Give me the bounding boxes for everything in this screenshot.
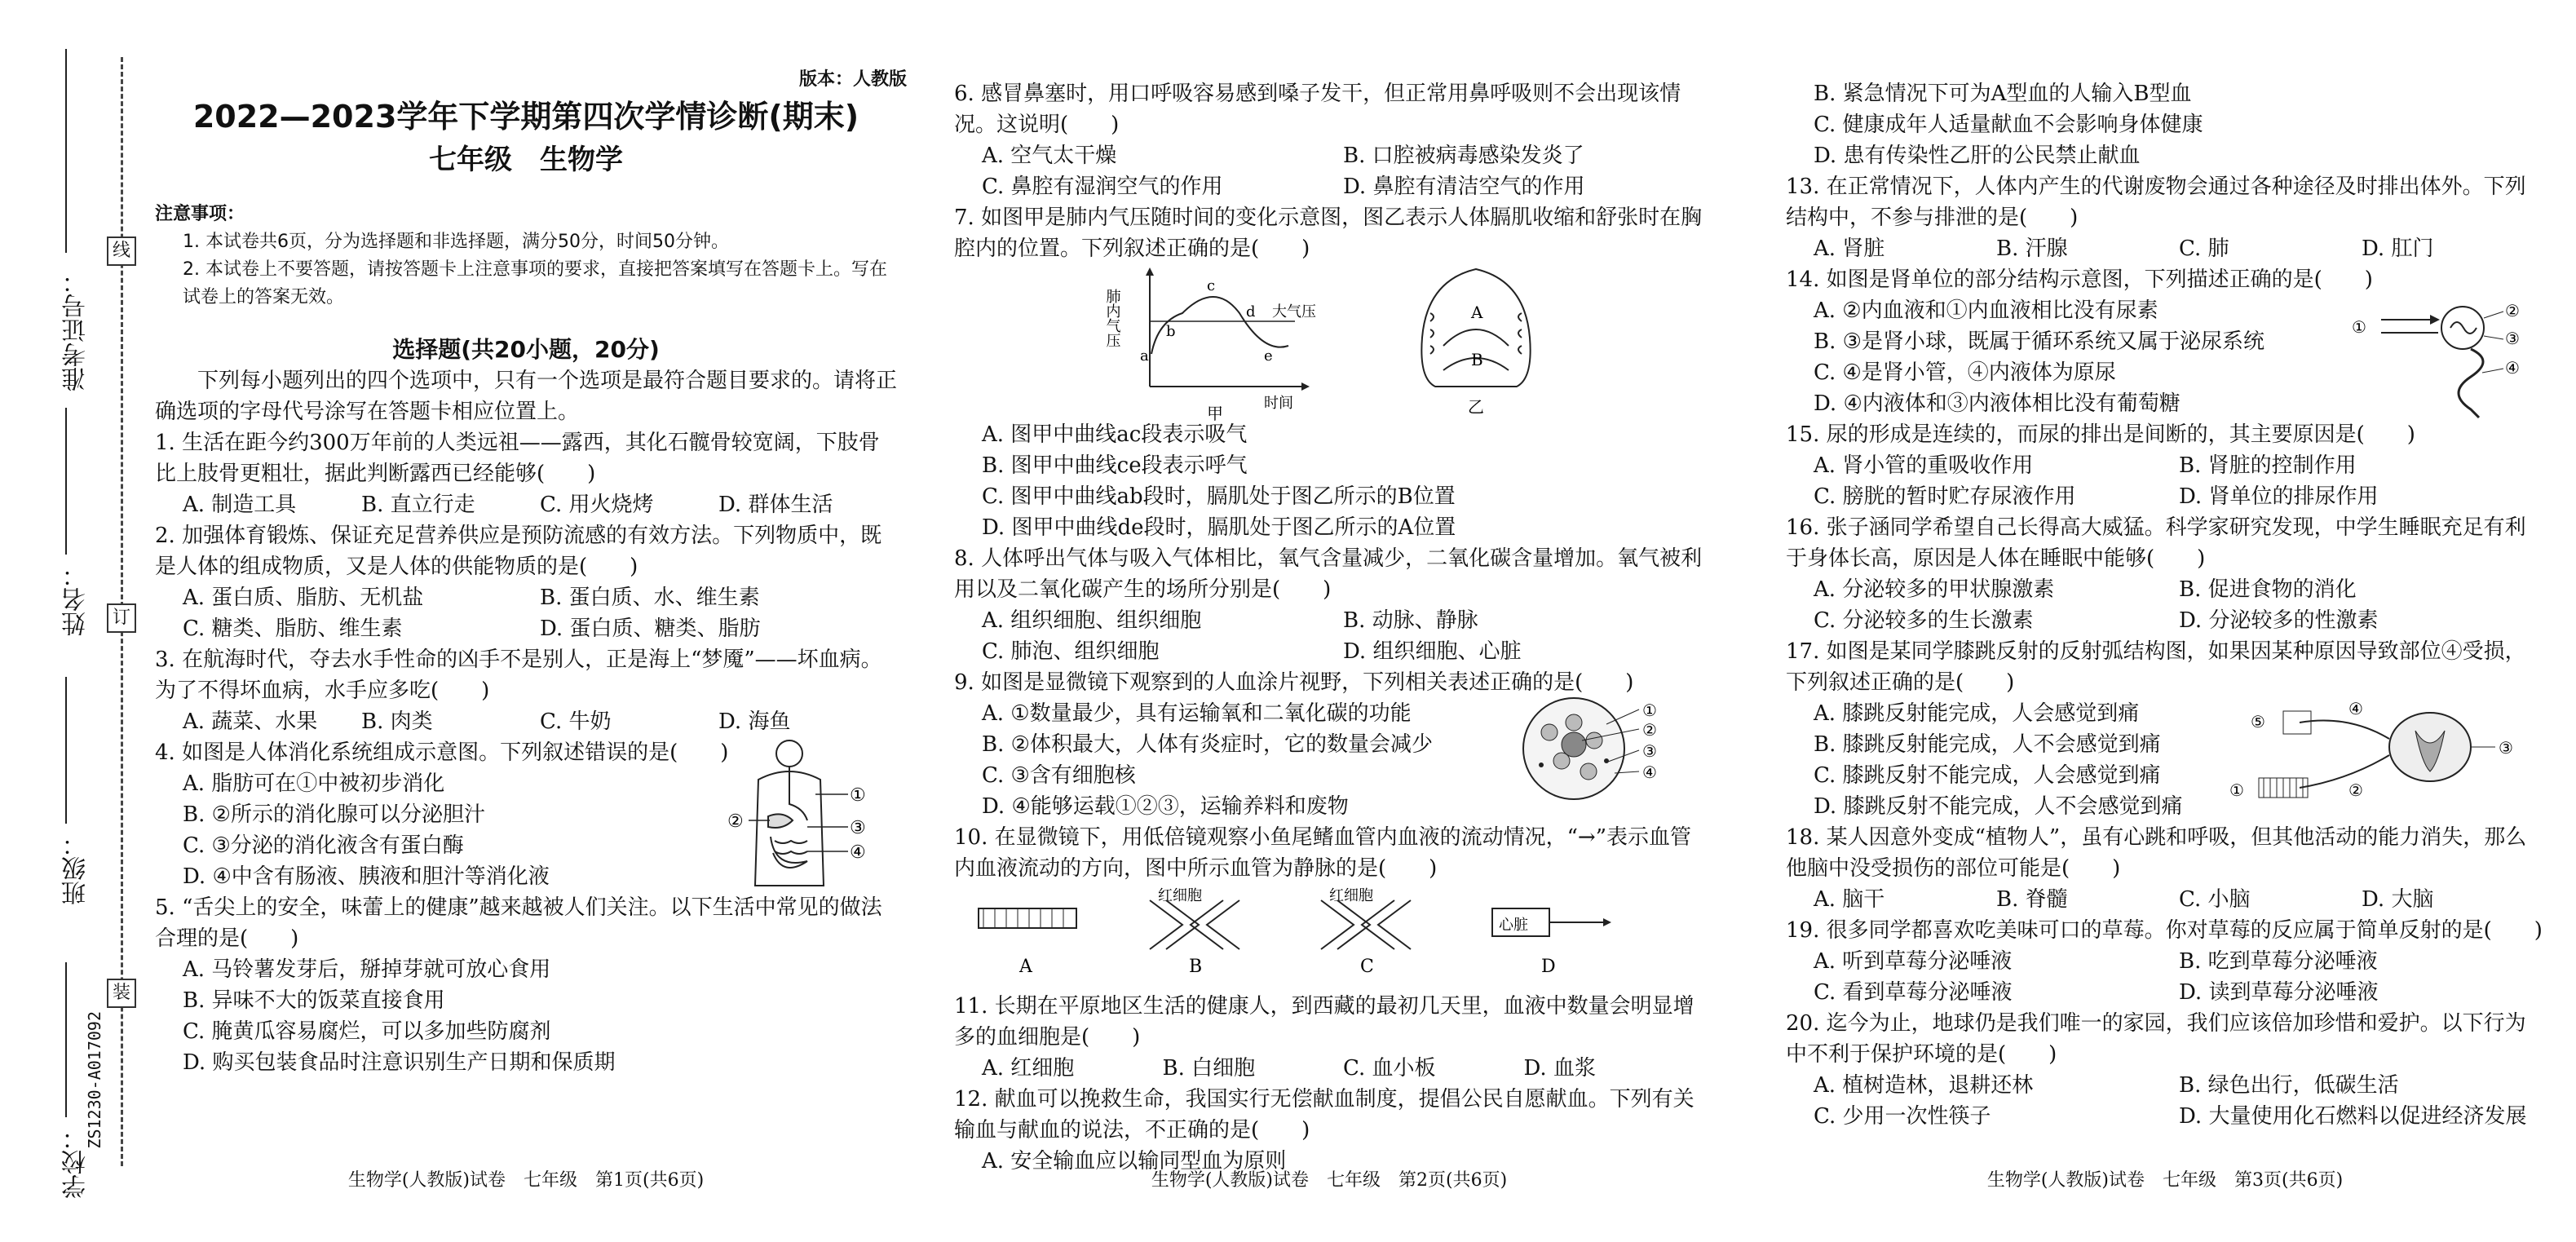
exam-subtitle: 七年级 生物学 xyxy=(429,144,623,176)
q7-figures xyxy=(954,264,1704,423)
notes xyxy=(155,201,897,312)
nephron-label-2: ② xyxy=(2505,301,2520,320)
label-4: ④ xyxy=(850,842,866,863)
q19-options xyxy=(1786,946,2544,1008)
q15-option-d: D. 肾单位的排尿作用 xyxy=(2179,484,2379,509)
q18-options xyxy=(1786,884,2544,915)
vessel-c-rbc: 红细胞 xyxy=(1329,887,1373,904)
vessel-a xyxy=(979,908,1076,977)
q7-option-c: C. 图甲中曲线ab段时，膈肌处于图乙所示的B位置 xyxy=(982,484,1456,509)
q17-option-c: C. 膝跳反射不能完成，人会感觉到痛 xyxy=(1814,763,2161,788)
q15-options xyxy=(1786,450,2544,512)
exam-no-label: 准考证号： xyxy=(62,269,91,391)
page-3 xyxy=(1786,78,2544,1132)
question-12: 12. 献血可以挽救生命，我国实行无偿献血制度，提倡公民自愿献血。下列有关输血与献血的说法，不正确的是( ) xyxy=(954,1087,1695,1143)
edition-label: 版本：人教版 xyxy=(799,69,908,90)
graph-caption: 甲 xyxy=(1207,404,1223,423)
question-1: 1. 生活在距今约300万年前的人类远祖——露西，其化石髋骨较宽阔，下肢骨比上肢骨更粗壮，据此判断露西已经能够( ) xyxy=(155,431,880,486)
notes-heading: 注意事项： xyxy=(155,204,245,224)
q16-option-c: C. 分泌较多的生长激素 xyxy=(1814,608,2034,633)
binding-strip xyxy=(0,0,139,1242)
q8-options xyxy=(954,605,1704,667)
page-1-footer: 生物学(人教版)试卷 七年级 第1页(共6页) xyxy=(347,1170,705,1191)
mark-zhuang: 装 xyxy=(107,979,136,1008)
question-17: 17. 如图是某同学膝跳反射的反射弧结构图，如果因某种原因导致部位④受损，下列叙述正确的是( ) xyxy=(1786,639,2526,695)
q17-option-a: A. 膝跳反射能完成，人会感觉到痛 xyxy=(1814,701,2140,726)
q19-option-d: D. 读到草莓分泌唾液 xyxy=(2179,980,2379,1005)
q6-option-c: C. 鼻腔有湿润空气的作用 xyxy=(982,175,1223,199)
label-3: ③ xyxy=(850,818,866,838)
q16-option-a: A. 分泌较多的甲状腺激素 xyxy=(1814,577,2055,602)
q13-options xyxy=(1786,233,2544,264)
q1-options xyxy=(155,489,897,520)
q3-options xyxy=(155,706,897,737)
vessel-b-label: B xyxy=(1189,957,1203,977)
school-label: 学校： xyxy=(62,1125,91,1199)
q1-option-b: B. 直立行走 xyxy=(361,493,475,517)
q12-option-c: C. 健康成年人适量献血不会影响身体健康 xyxy=(1814,113,2203,137)
page-1 xyxy=(155,96,897,1078)
smear-label-4: ④ xyxy=(1642,762,1657,782)
question-14: 14. 如图是肾单位的部分结构示意图，下列描述正确的是( ) xyxy=(1786,267,2373,292)
note-1: 1. 本试卷共6页，分为选择题和非选择题，满分50分，时间50分钟。 xyxy=(183,232,729,252)
q1-option-c: C. 用火烧烤 xyxy=(540,493,654,517)
graph-x-label: 时间 xyxy=(1264,395,1293,412)
diaphragm-label-b: B xyxy=(1471,350,1483,369)
question-5: 5. “舌尖上的安全，味蕾上的健康”越来越被人们关注。以下生活中常见的做法合理的是( ) xyxy=(155,895,882,951)
q19-option-b: B. 吃到草莓分泌唾液 xyxy=(2179,949,2378,974)
nephron-label-3: ③ xyxy=(2505,329,2520,348)
q3-option-a: A. 蔬菜、水果 xyxy=(183,709,318,734)
q4-option-c: C. ③分泌的消化液含有蛋白酶 xyxy=(183,833,464,858)
q18-option-a: A. 脑干 xyxy=(1814,887,1885,912)
q20-options xyxy=(1786,1070,2544,1132)
vessel-d-heart: 心脏 xyxy=(1499,917,1528,934)
q14-option-c: C. ④是肾小管，④内液体为原尿 xyxy=(1814,360,2116,385)
section-heading: 选择题(共20小题，20分) xyxy=(392,336,660,363)
q18-option-b: B. 脊髓 xyxy=(1996,887,2068,912)
smear-label-1: ① xyxy=(1642,701,1657,720)
graph-point-a: a xyxy=(1140,347,1149,365)
q11-option-d: D. 血浆 xyxy=(1523,1056,1596,1081)
q5-option-d: D. 购买包装食品时注意识别生产日期和保质期 xyxy=(183,1050,616,1075)
q6-options xyxy=(954,140,1704,202)
mark-xian: 线 xyxy=(107,236,136,266)
class-label: 班级： xyxy=(62,832,91,905)
diaphragm-label-a: A xyxy=(1471,303,1483,322)
q4-option-a: A. 脂肪可在①中被初步消化 xyxy=(183,771,445,796)
q1-option-d: D. 群体生活 xyxy=(718,493,833,517)
vessel-c-label: C xyxy=(1360,957,1374,977)
q20-option-c: C. 少用一次性筷子 xyxy=(1814,1104,1991,1129)
q11-option-c: C. 血小板 xyxy=(1343,1056,1436,1081)
q18-option-d: D. 大脑 xyxy=(2362,887,2434,912)
diaphragm-figure xyxy=(1411,264,1541,419)
q7-option-a: A. 图甲中曲线ac段表示吸气 xyxy=(982,422,1248,447)
smear-label-2: ② xyxy=(1642,720,1657,740)
q12-option-d: D. 患有传染性乙肝的公民禁止献血 xyxy=(1814,144,2141,168)
q11-options xyxy=(954,1053,1704,1084)
q8-option-c: C. 肺泡、组织细胞 xyxy=(982,639,1160,664)
q15-option-c: C. 膀胱的暂时贮存尿液作用 xyxy=(1814,484,2076,509)
graph-point-b: b xyxy=(1166,323,1176,340)
q7-option-d: D. 图甲中曲线de段时，膈肌处于图乙所示的A位置 xyxy=(982,515,1456,540)
q5-option-b: B. 异味不大的饭菜直接食用 xyxy=(183,988,445,1013)
graph-point-d: d xyxy=(1246,303,1256,320)
q6-option-d: D. 鼻腔有清洁空气的作用 xyxy=(1343,175,1585,199)
q14-block xyxy=(1786,295,2544,419)
q17-option-d: D. 膝跳反射不能完成，人不会感觉到痛 xyxy=(1814,794,2183,819)
question-15: 15. 尿的形成是连续的，而尿的排出是间断的，其主要原因是( ) xyxy=(1786,422,2415,447)
q8-option-b: B. 动脉、静脉 xyxy=(1343,608,1478,633)
vessel-a-label: A xyxy=(1019,957,1032,977)
smear-label-3: ③ xyxy=(1642,741,1657,761)
q15-option-a: A. 肾小管的重吸收作用 xyxy=(1814,453,2034,478)
vessel-d-label: D xyxy=(1541,957,1556,977)
page-2 xyxy=(954,78,1704,1177)
mark-ding: 订 xyxy=(107,603,136,633)
graph-y-label: 肺内气压 xyxy=(1103,289,1121,347)
reflex-label-3: ③ xyxy=(2499,738,2513,758)
vessel-b xyxy=(1150,887,1239,977)
q11-option-a: A. 红细胞 xyxy=(982,1056,1075,1081)
nephron-label-1: ① xyxy=(2352,317,2366,337)
q3-option-d: D. 海鱼 xyxy=(718,709,791,734)
q13-option-b: B. 汗腺 xyxy=(1996,236,2068,261)
question-16: 16. 张子涵同学希望自己长得高大威猛。科学家研究发现，中学生睡眠充足有利于身体长高，原因是人体在睡眠中能够( ) xyxy=(1786,515,2526,571)
question-10: 10. 在显微镜下，用低倍镜观察小鱼尾鳍血管内血液的流动情况，“→”表示血管内血液流动的方向，图中所示血管为静脉的是( ) xyxy=(954,825,1691,881)
q6-option-a: A. 空气太干燥 xyxy=(982,144,1117,168)
blood-smear-figure xyxy=(1517,692,1680,814)
nephron-figure xyxy=(2348,287,2528,426)
question-3: 3. 在航海时代，夺去水手性命的凶手不是别人，正是海上“梦魇”——坏血病。为了不得坏血病，水手应多吃( ) xyxy=(155,648,882,703)
q9-option-a: A. ①数量最少，具有运输氧和二氧化碳的功能 xyxy=(982,701,1412,726)
q13-option-c: C. 肺 xyxy=(2179,236,2229,261)
q2-option-d: D. 蛋白质、糖类、脂肪 xyxy=(540,617,761,641)
graph-atm-label: 大气压 xyxy=(1272,303,1316,320)
note-2: 2. 本试卷上不要答题，请按答题卡上注意事项的要求，直接把答案填写在答题卡上。写在试卷上的答案无效。 xyxy=(183,259,887,307)
page-2-footer: 生物学(人教版)试卷 七年级 第2页(共6页) xyxy=(1151,1170,1508,1191)
q16-options xyxy=(1786,574,2544,636)
question-6: 6. 感冒鼻塞时，用口呼吸容易感到嗓子发干，但正常用鼻呼吸则不会出现该情况。这说明( ) xyxy=(954,82,1681,137)
q12-option-a: A. 安全输血应以输同型血为原则 xyxy=(982,1149,1287,1173)
question-2: 2. 加强体育锻炼、保证充足营养供应是预防流感的有效方法。下列物质中，既是人体的组成物质，又是人体的供能物质的是( ) xyxy=(155,524,882,579)
q14-option-b: B. ③是肾小球，既属于循环系统又属于泌尿系统 xyxy=(1814,329,2264,354)
name-line xyxy=(65,408,67,555)
reflex-label-5: ⑤ xyxy=(2251,712,2265,731)
label-2: ② xyxy=(727,811,744,832)
lung-pressure-graph xyxy=(1103,264,1321,423)
question-19: 19. 很多同学都喜欢吃美味可口的草莓。你对草莓的反应属于简单反射的是( ) xyxy=(1786,918,2543,943)
q9-option-c: C. ③含有细胞核 xyxy=(982,763,1136,788)
nephron-label-4: ④ xyxy=(2505,358,2520,378)
reflex-arc-figure xyxy=(2226,690,2536,820)
q9-option-d: D. ④能够运载①②③，运输养料和废物 xyxy=(982,794,1349,819)
q18-option-c: C. 小脑 xyxy=(2179,887,2251,912)
q17-block xyxy=(1786,698,2544,822)
q6-option-b: B. 口腔被病毒感染发炎了 xyxy=(1343,144,1584,168)
reflex-label-4: ④ xyxy=(2348,699,2363,718)
name-label: 姓名： xyxy=(62,563,91,636)
q20-option-b: B. 绿色出行，低碳生活 xyxy=(2179,1073,2399,1098)
question-9: 9. 如图是显微镜下观察到的人血涂片视野，下列相关表述正确的是( ) xyxy=(954,670,1634,695)
label-1: ① xyxy=(850,785,866,806)
q14-option-d: D. ④内液体和③内液体相比没有葡萄糖 xyxy=(1814,391,2181,416)
exam-no-line xyxy=(65,49,67,253)
q9-block xyxy=(954,698,1704,822)
class-line xyxy=(65,677,67,824)
question-7: 7. 如图甲是肺内气压随时间的变化示意图，图乙表示人体膈肌收缩和舒张时在胸腔内的位置。下列叙述正确的是( ) xyxy=(954,206,1703,261)
question-18: 18. 某人因意外变成“植物人”，虽有心跳和呼吸，但其他活动的能力消失，那么他脑中没受损伤的部位可能是( ) xyxy=(1786,825,2527,881)
q4-option-b: B. ②所示的消化腺可以分泌胆汁 xyxy=(183,802,485,827)
q5-option-c: C. 腌黄瓜容易腐烂，可以多加些防腐剂 xyxy=(183,1019,551,1044)
q2-option-b: B. 蛋白质、水、维生素 xyxy=(540,586,760,610)
q13-option-d: D. 肛门 xyxy=(2362,236,2434,261)
reflex-label-1: ① xyxy=(2229,780,2244,800)
q1-option-a: A. 制造工具 xyxy=(183,493,297,517)
question-8: 8. 人体呼出气体与吸入气体相比，氧气含量减少，二氧化碳含量增加。氧气被利用以及二氧化碳产生的场所分别是( ) xyxy=(954,546,1703,602)
q9-option-b: B. ②体积最大，人体有炎症时，它的数量会减少 xyxy=(982,732,1433,757)
q7-option-b: B. 图甲中曲线ce段表示呼气 xyxy=(982,453,1248,478)
q3-option-c: C. 牛奶 xyxy=(540,709,612,734)
blood-vessel-figure xyxy=(954,884,1688,982)
q12-option-b: B. 紧急情况下可为A型血的人输入B型血 xyxy=(1814,82,2192,106)
q2-option-c: C. 糖类、脂肪、维生素 xyxy=(183,617,403,641)
q5-option-a: A. 马铃薯发芽后，掰掉芽就可放心食用 xyxy=(183,957,551,982)
q8-option-a: A. 组织细胞、组织细胞 xyxy=(982,608,1202,633)
q17-option-b: B. 膝跳反射能完成，人不会感觉到痛 xyxy=(1814,732,2161,757)
graph-point-e: e xyxy=(1264,347,1273,365)
vessel-b-rbc: 红细胞 xyxy=(1158,887,1202,904)
exam-title: 2022—2023学年下学期第四次学情诊断(期末) xyxy=(192,99,859,135)
page-3-footer: 生物学(人教版)试卷 七年级 第3页(共6页) xyxy=(1986,1170,2344,1191)
q20-option-d: D. 大量使用化石燃料以促进经济发展 xyxy=(2179,1104,2527,1129)
graph-point-c: c xyxy=(1207,277,1216,294)
q20-option-a: A. 植树造林，退耕还林 xyxy=(1814,1073,2034,1098)
question-4: 4. 如图是人体消化系统组成示意图。下列叙述错误的是( ) xyxy=(155,740,729,765)
q19-option-a: A. 听到草莓分泌唾液 xyxy=(1814,949,2013,974)
q4-block xyxy=(155,768,897,892)
vessel-d xyxy=(1492,908,1611,977)
school-line xyxy=(65,962,67,1117)
digestive-system-figure xyxy=(726,739,881,894)
q16-option-d: D. 分泌较多的性激素 xyxy=(2179,608,2379,633)
q13-option-a: A. 肾脏 xyxy=(1814,236,1885,261)
q14-option-a: A. ②内血液和①内血液相比没有尿素 xyxy=(1814,298,2158,323)
q2-options xyxy=(155,582,897,644)
question-13: 13. 在正常情况下，人体内产生的代谢废物会通过各种途径及时排出体外。下列结构中，不参与排泄的是( ) xyxy=(1786,175,2526,230)
diaphragm-caption: 乙 xyxy=(1468,397,1484,417)
q4-option-d: D. ④中含有肠液、胰液和胆汁等消化液 xyxy=(183,864,550,889)
question-20: 20. 迄今为止，地球仍是我们唯一的家园，我们应该倍加珍惜和爱护。以下行为中不利于保护环境的是( ) xyxy=(1786,1011,2526,1067)
instructions: 下列每小题列出的四个选项中，只有一个选项是最符合题目要求的。请将正确选项的字母代号涂写在答题卡相应位置上。 xyxy=(155,369,898,424)
exam-code: ZS1230-A017092 xyxy=(85,1011,104,1149)
q19-option-c: C. 看到草莓分泌唾液 xyxy=(1814,980,2013,1005)
q16-option-b: B. 促进食物的消化 xyxy=(2179,577,2357,602)
vessel-c xyxy=(1321,887,1411,977)
reflex-label-2: ② xyxy=(2348,780,2363,800)
q15-option-b: B. 肾脏的控制作用 xyxy=(2179,453,2357,478)
question-11: 11. 长期在平原地区生活的健康人，到西藏的最初几天里，血液中数量会明显增多的血细胞是( ) xyxy=(954,994,1695,1050)
q3-option-b: B. 肉类 xyxy=(361,709,433,734)
q8-option-d: D. 组织细胞、心脏 xyxy=(1343,639,1522,664)
q2-option-a: A. 蛋白质、脂肪、无机盐 xyxy=(183,586,424,610)
q11-option-b: B. 白细胞 xyxy=(1162,1056,1256,1081)
